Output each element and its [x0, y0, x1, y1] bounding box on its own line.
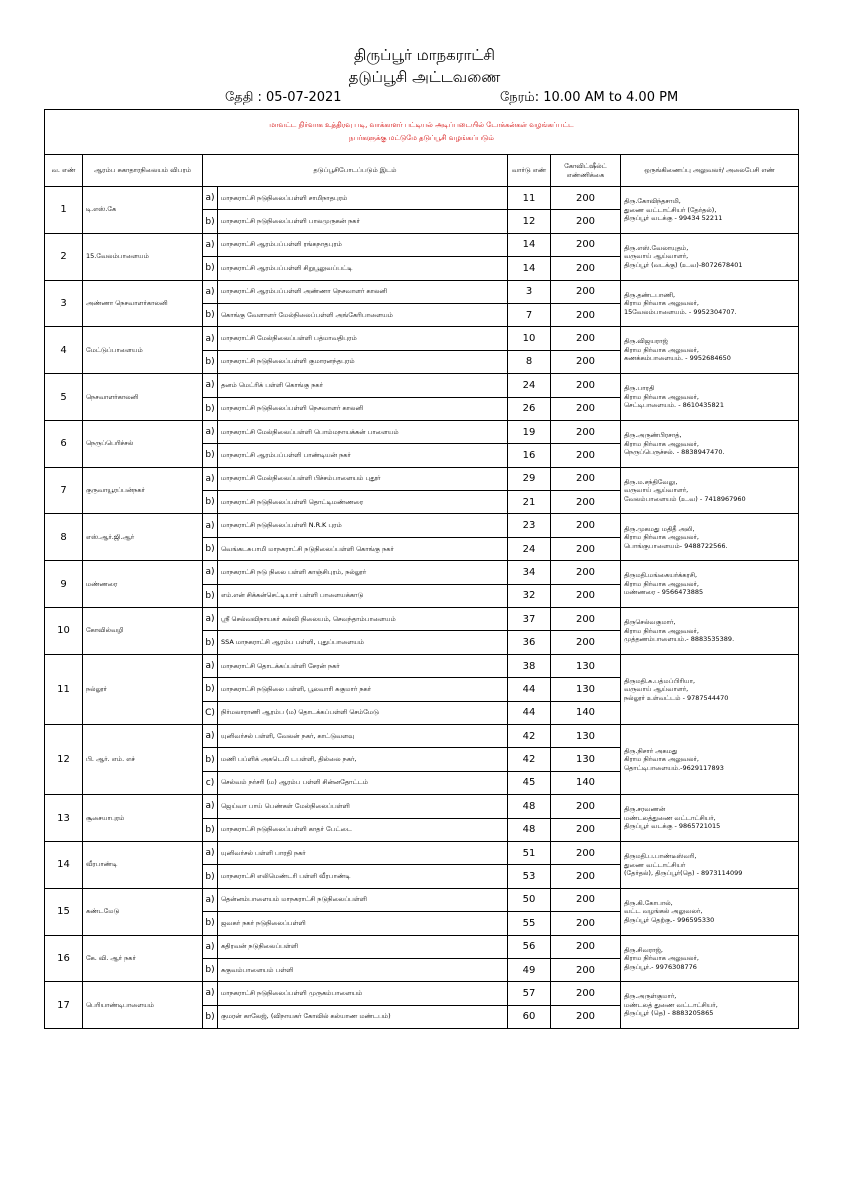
venue-code: a)	[203, 327, 218, 350]
health-centre-name: 15.வேலம்பாளையம்	[83, 233, 203, 280]
table-row	[45, 654, 799, 677]
coordinator-officer	[621, 561, 799, 608]
venue-code: b)	[203, 865, 218, 888]
officer-line: திருப்பூர் (வடக்கு) (உ.வ)-8072678401	[624, 260, 743, 269]
health-centre-name: நல்லூர்	[83, 654, 203, 724]
venue-code: a)	[203, 280, 218, 303]
health-centre-name: நெருப்பெரிச்சல்	[83, 420, 203, 467]
health-centre-name: டி.எஸ்.கே	[83, 187, 203, 234]
venue-code: a)	[203, 935, 218, 958]
serial-number: 4	[45, 327, 83, 374]
table-row	[45, 608, 799, 631]
venue-code: a)	[203, 467, 218, 490]
ward-number: 29	[508, 467, 551, 490]
officer-line: திரு.எஸ்.வேலாயுதம்,	[624, 243, 689, 252]
schedule-date: தேதி : 05-07-2021	[225, 90, 342, 105]
venue-code: c)	[203, 771, 218, 794]
ward-number: 10	[508, 327, 551, 350]
dose-count: 200	[551, 795, 621, 818]
officer-line: செட்டிபாளையம். - 8610435821	[624, 401, 724, 410]
venue-name: ஸ்ரீ செல்வவிநாயகர் கல்வி நிலையம், செவந்தாம்பாளையம்	[218, 608, 508, 631]
officer-line: கிராம நிர்வாக அலுவலர்,	[624, 345, 699, 354]
serial-number: 15	[45, 888, 83, 935]
health-centre-name: கோவில்வழி	[83, 608, 203, 655]
dose-count: 200	[551, 841, 621, 864]
dose-count: 200	[551, 303, 621, 326]
serial-number: 14	[45, 841, 83, 888]
officer-line: கிராம நிர்வாக அலுவலர்,	[624, 392, 699, 401]
ward-number: 48	[508, 795, 551, 818]
ward-number: 55	[508, 912, 551, 935]
ward-number: 26	[508, 397, 551, 420]
table-row	[45, 467, 799, 490]
table-row	[45, 280, 799, 303]
venue-name: மாநகராட்சி ஆரம்பப்பள்ளி பாண்டியன் நகர்	[218, 444, 508, 467]
ward-number: 44	[508, 678, 551, 701]
venue-code: b)	[203, 912, 218, 935]
table-row	[45, 795, 799, 818]
schedule-body	[45, 187, 799, 1029]
coordinator-officer	[621, 795, 799, 842]
officer-line: முத்தணம்பாளையம்.- 8883535389.	[624, 635, 735, 644]
table-row	[45, 187, 799, 210]
dose-count: 200	[551, 865, 621, 888]
dose-count: 130	[551, 724, 621, 747]
dose-count: 200	[551, 912, 621, 935]
venue-code: b)	[203, 350, 218, 373]
schedule-time: நேரம்: 10.00 AM to 4.00 PM	[500, 90, 679, 105]
venue-name: வெங்கடசுபாமி மாநகராட்சி நடுநிலைப்பள்ளி கொங்கு நகர்	[218, 537, 508, 560]
dose-count: 200	[551, 280, 621, 303]
health-centre-name: குருவாயூரப்பன்நகர்	[83, 467, 203, 514]
serial-number: 6	[45, 420, 83, 467]
venue-code: a)	[203, 514, 218, 537]
dose-count: 200	[551, 935, 621, 958]
venue-code: b)	[203, 631, 218, 654]
serial-number: 9	[45, 561, 83, 608]
dose-count: 200	[551, 350, 621, 373]
venue-name: மாநகராட்சி ஆரம்பப்பள்ளி ரங்கநாதபுரம்	[218, 233, 508, 256]
coordinator-officer	[621, 982, 799, 1029]
officer-line: (தேர்தல்), திருப்பூர்(தெ) - 8973114099	[624, 869, 743, 878]
officer-line: திரு.விஜயராஜ்	[624, 337, 668, 346]
table-row	[45, 724, 799, 747]
page-subtitle: தடுப்பூசி அட்டவணை	[348, 68, 501, 86]
col-header-doses: கோவிட்ஷீல்ட் எண்ணிக்கை	[551, 155, 621, 187]
coordinator-officer	[621, 608, 799, 655]
serial-number: 16	[45, 935, 83, 982]
dose-count: 130	[551, 654, 621, 677]
officer-line: திருப்பூர்.- 9976308776	[624, 962, 697, 971]
dose-count: 200	[551, 327, 621, 350]
venue-name: மாநகராட்சி ஆரம்பப்பள்ளி சிறுபூலுவப்பட்டி	[218, 257, 508, 280]
dose-count: 130	[551, 748, 621, 771]
ward-number: 44	[508, 701, 551, 724]
ward-number: 8	[508, 350, 551, 373]
table-row	[45, 982, 799, 1005]
venue-code: a)	[203, 561, 218, 584]
venue-name: மாநகராட்சி ஆரம்பப்பள்ளி அண்ணா நெசவாளர் காலனி	[218, 280, 508, 303]
officer-line: திரு.நிசார் அகமது	[624, 746, 678, 755]
serial-number: 5	[45, 374, 83, 421]
officer-line: பொங்குபாளையம்- 9488722566.	[624, 541, 728, 550]
coordinator-officer	[621, 724, 799, 794]
venue-code: b)	[203, 818, 218, 841]
officer-line: தொட்டிபாளையம்.-9629117893	[624, 763, 724, 772]
dose-count: 200	[551, 187, 621, 210]
officer-line: திருப்பூர் வடக்கு - 9865721015	[624, 822, 721, 831]
venue-name: தனம் மெட்ரிக் பள்ளி கொங்கு நகர்	[218, 374, 508, 397]
dose-count: 200	[551, 982, 621, 1005]
health-centre-name: எஸ்.ஆர்.ஜி.ஆர்	[83, 514, 203, 561]
health-centre-name: அண்ணா நெசவாளர்காலனி	[83, 280, 203, 327]
officer-line: திரு.சிவராஜ்,	[624, 945, 663, 954]
dose-count: 200	[551, 537, 621, 560]
venue-name: மாநகராட்சி நடு நிலை பள்ளி காஞ்சிபுரம், நல்லூர்	[218, 561, 508, 584]
venue-name: சுகுவம்பாளையம் பள்ளி	[218, 958, 508, 981]
venue-name: மாநகராட்சி நடுநிலைப்பள்ளி காதர் பேட்டை	[218, 818, 508, 841]
dose-count: 200	[551, 561, 621, 584]
dose-count: 140	[551, 771, 621, 794]
dose-count: 140	[551, 701, 621, 724]
dose-count: 200	[551, 374, 621, 397]
officer-line: மண்டலத்துணை வட்டாட்சியர்,	[624, 813, 716, 822]
dose-count: 200	[551, 257, 621, 280]
table-row	[45, 420, 799, 443]
ward-number: 3	[508, 280, 551, 303]
health-centre-name: மேட்டுப்பாளையம்	[83, 327, 203, 374]
notice-line-1: மாவட்ட நிர்வாக உத்திரவு படி, வாக்காளர் பட்டியல் அடிப்படையில் டோக்கன்கள் வழங்கப்பட்ட	[269, 121, 574, 129]
ward-number: 23	[508, 514, 551, 537]
dose-count: 200	[551, 584, 621, 607]
venue-name: யுனிவர்சல் பள்ளி பாரதி நகர்	[218, 841, 508, 864]
officer-line: துணை வட்டாட்சியர்	[624, 860, 686, 869]
dose-count: 200	[551, 608, 621, 631]
table-row	[45, 233, 799, 256]
col-header-phc: ஆரம்ப சுகாதாரநிலையம் விபரம்	[83, 155, 203, 187]
venue-code: b)	[203, 1005, 218, 1028]
table-row	[45, 514, 799, 537]
health-centre-name: சூசையாபுரம்	[83, 795, 203, 842]
venue-code: a)	[203, 888, 218, 911]
ward-number: 16	[508, 444, 551, 467]
coordinator-officer	[621, 233, 799, 280]
venue-code: a)	[203, 608, 218, 631]
officer-line: நல்லூர் உள்வட்டம் - 9787544470	[624, 693, 729, 702]
dose-count: 200	[551, 958, 621, 981]
serial-number: 13	[45, 795, 83, 842]
dose-count: 200	[551, 233, 621, 256]
dose-count: 200	[551, 210, 621, 233]
venue-code: a)	[203, 795, 218, 818]
table-row	[45, 935, 799, 958]
ward-number: 45	[508, 771, 551, 794]
venue-name: மாநகராட்சி நடுநிலைப்பள்ளி குமாரனந்தபுரம்	[218, 350, 508, 373]
venue-name: ஜவகர் நகர் நடுநிலைப்பள்ளி	[218, 912, 508, 935]
officer-line: கிராம நிர்வாக அலுவலர்,	[624, 755, 699, 764]
officer-line: திரு.அருள்குமார்,	[624, 992, 677, 1001]
venue-code: b)	[203, 958, 218, 981]
vaccination-schedule-table	[44, 109, 799, 1029]
officer-line: திரு.முகமது மதிதீ அலி,	[624, 524, 695, 533]
table-row	[45, 841, 799, 864]
table-row	[45, 327, 799, 350]
ward-number: 38	[508, 654, 551, 677]
venue-name: ஜெய்வா பாய் பெண்கள் மேல்நிலைப்பள்ளி	[218, 795, 508, 818]
venue-code: b)	[203, 748, 218, 771]
serial-number: 17	[45, 982, 83, 1029]
officer-line: திரு.பாரதி	[624, 384, 655, 393]
venue-name: மாநகராட்சி நடுநிலைப்பள்ளி நெசவாளர் காலனி	[218, 397, 508, 420]
dose-count: 200	[551, 397, 621, 420]
ward-number: 48	[508, 818, 551, 841]
venue-code: b)	[203, 584, 218, 607]
venue-code: b)	[203, 210, 218, 233]
dose-count: 200	[551, 467, 621, 490]
health-centre-name: கண்டமேடு	[83, 888, 203, 935]
ward-number: 12	[508, 210, 551, 233]
officer-line: கிராம நிர்வாக அலுவலர்,	[624, 626, 699, 635]
health-centre-name: மண்ணரை	[83, 561, 203, 608]
dose-count: 200	[551, 1005, 621, 1028]
officer-line: கிராம நிர்வாக அலுவலர்,	[624, 533, 699, 542]
ward-number: 19	[508, 420, 551, 443]
officer-line: திருசெல்வகுமார்,	[624, 618, 676, 627]
officer-line: வருவாய் ஆய்வாளர்,	[624, 685, 689, 694]
officer-line: 15வேலம்பாளையம். - 9952304707.	[624, 307, 737, 316]
officer-line: வேலம்பாளையம் (உ.வ) - 7418967960	[624, 494, 746, 503]
health-centre-name: பெரியாண்டிபாளையம்	[83, 982, 203, 1029]
serial-number: 11	[45, 654, 83, 724]
table-row	[45, 888, 799, 911]
venue-code: a)	[203, 233, 218, 256]
coordinator-officer	[621, 654, 799, 724]
venue-name: கொங்கு வேளாளர் மேல்நிலைப்பள்ளி அங்கேரிபாளையம்	[218, 303, 508, 326]
officer-line: திரு.ம.சந்திவேலு,	[624, 477, 678, 486]
officer-line: திருமதி.ப.பாண்டீஸ்வரி,	[624, 852, 697, 861]
officer-line: திருமதி.சு.பத்மப்பிரியா,	[624, 676, 696, 685]
venue-code: a)	[203, 724, 218, 747]
officer-line: வருவாய் ஆய்வாளர்,	[624, 486, 689, 495]
officer-line: கணக்கம்பாளையம். - 9952684650	[624, 354, 731, 363]
health-centre-name: வீரபாண்டி	[83, 841, 203, 888]
ward-number: 60	[508, 1005, 551, 1028]
venue-name: குமரன் காலேஜ், (விநாயகர் கோவில் கல்யாண மண்டபம்)	[218, 1005, 508, 1028]
venue-code: b)	[203, 397, 218, 420]
venue-code: a)	[203, 187, 218, 210]
venue-name: மாநகராட்சி நடுநிலை பள்ளி, பூலவாரி சுகுமார் நகர்	[218, 678, 508, 701]
officer-line: திரு.தண்டபாணி,	[624, 290, 676, 299]
venue-name: மாநகராட்சி தொடக்கப்பள்ளி சேரன் நகர்	[218, 654, 508, 677]
serial-number: 12	[45, 724, 83, 794]
ward-number: 7	[508, 303, 551, 326]
coordinator-officer	[621, 888, 799, 935]
venue-name: மாநகராட்சி நடுநிலைப்பள்ளி தொட்டிமண்ணரை	[218, 491, 508, 514]
col-header-sno: வ. எண்	[45, 155, 83, 187]
officer-line: திரு.அருண்பிரசாத்,	[624, 431, 682, 440]
ward-number: 34	[508, 561, 551, 584]
venue-name: மாநகராட்சி நடுநிலைப்பள்ளி முருகம்பாளையம்	[218, 982, 508, 1005]
venue-code: C)	[203, 701, 218, 724]
ward-number: 51	[508, 841, 551, 864]
venue-name: எம்.என் சிக்கன்செட்டியார் பள்ளி பாளையக்காடு	[218, 584, 508, 607]
officer-line: கிராம நிர்வாக அலுவலர்,	[624, 954, 699, 963]
coordinator-officer	[621, 327, 799, 374]
venue-code: b)	[203, 491, 218, 514]
notice-line-2: நபர்களுக்கு மட்டுமே தடுப்பூசி வழங்கப்படும்	[349, 134, 494, 142]
serial-number: 2	[45, 233, 83, 280]
dose-count: 200	[551, 444, 621, 467]
ward-number: 50	[508, 888, 551, 911]
serial-number: 1	[45, 187, 83, 234]
venue-name: மாநகராட்சி நடுநிலைப்பள்ளி N.R.K புரம்	[218, 514, 508, 537]
dose-count: 200	[551, 491, 621, 514]
ward-number: 14	[508, 233, 551, 256]
coordinator-officer	[621, 280, 799, 327]
venue-code: b)	[203, 303, 218, 326]
venue-code: a)	[203, 654, 218, 677]
venue-name: யுனிவர்சல் பள்ளி, வேலன் நகர், காட்டுவளவு	[218, 724, 508, 747]
officer-line: திருப்பூர் வடக்கு - 99434 52211	[624, 214, 723, 223]
officer-line: கிராம நிர்வாக அலுவலர்,	[624, 299, 699, 308]
venue-name: கதிரவன் நடுநிலைப்பள்ளி	[218, 935, 508, 958]
serial-number: 3	[45, 280, 83, 327]
dose-count: 130	[551, 678, 621, 701]
venue-name: மாநகராட்சி நடுநிலைப்பள்ளி சாமிநாதபுரம்	[218, 187, 508, 210]
venue-name: மாநகராட்சி மேல்நிலைப்பள்ளி பத்மாவதிபுரம்	[218, 327, 508, 350]
ward-number: 42	[508, 724, 551, 747]
ward-number: 56	[508, 935, 551, 958]
health-centre-name: கே. வி. ஆர் நகர்	[83, 935, 203, 982]
venue-name: மாநகராட்சி நடுநிலைப்பள்ளி பாலமுருகன் நகர்	[218, 210, 508, 233]
venue-name: நிர்மலாராணி ஆரம்ப (ம) தொடக்கப்பள்ளி செம்மேடு	[218, 701, 508, 724]
officer-line: திருப்பூர் தெற்கு.- 996595330	[624, 915, 715, 924]
ward-number: 11	[508, 187, 551, 210]
ward-number: 36	[508, 631, 551, 654]
officer-line: கிராம நிர்வாக அலுவலர்,	[624, 439, 699, 448]
health-centre-name: நெசவாளர்காலனி	[83, 374, 203, 421]
officer-line: திரு.சரவணன்	[624, 805, 666, 814]
officer-line: வட்ட வழங்கல் அலுவலர்,	[624, 907, 703, 916]
dose-count: 200	[551, 818, 621, 841]
venue-name: SSA மாநகராட்சி ஆரம்ப பள்ளி, புதுப்பாளையம்	[218, 631, 508, 654]
venue-name: மாநகராட்சி மேல்நிலைப்பள்ளி பிச்சம்பாளையம் புதூர்	[218, 467, 508, 490]
serial-number: 10	[45, 608, 83, 655]
dose-count: 200	[551, 420, 621, 443]
venue-code: b)	[203, 444, 218, 467]
venue-name: செல்வம் நர்சரி (ம) ஆரம்ப பள்ளி சின்னதோட்டம்	[218, 771, 508, 794]
serial-number: 8	[45, 514, 83, 561]
col-header-venue: தடுப்பூசிபோடப்படும் இடம்	[203, 155, 508, 187]
ward-number: 21	[508, 491, 551, 514]
ward-number: 57	[508, 982, 551, 1005]
coordinator-officer	[621, 420, 799, 467]
ward-number: 14	[508, 257, 551, 280]
officer-line: துணை வட்டாட்சியர் (தேர்தல்),	[624, 205, 717, 214]
ward-number: 37	[508, 608, 551, 631]
officer-line: திருமதி.மங்கையர்க்கரசி,	[624, 571, 698, 580]
coordinator-officer	[621, 841, 799, 888]
dose-count: 200	[551, 514, 621, 537]
ward-number: 42	[508, 748, 551, 771]
officer-line: வருவாய் ஆய்வாளர்,	[624, 252, 689, 261]
ward-number: 32	[508, 584, 551, 607]
dose-count: 200	[551, 888, 621, 911]
col-header-ward: வார்டு எண்	[508, 155, 551, 187]
officer-line: கிராம நிர்வாக அலுவலர்,	[624, 579, 699, 588]
coordinator-officer	[621, 187, 799, 234]
officer-line: நெருப்பெருச்சல். - 8838947470.	[624, 448, 725, 457]
ward-number: 53	[508, 865, 551, 888]
venue-name: தென்னம்பாளையம் மாநகராட்சி நடுநிலைப்பள்ளி	[218, 888, 508, 911]
officer-line: திருப்பூர் (தெ) - 8883205865	[624, 1009, 714, 1018]
venue-name: மணி பப்ளிக் அகடெமி டபள்ளி, தில்லை நகர்,	[218, 748, 508, 771]
table-row	[45, 374, 799, 397]
venue-code: b)	[203, 257, 218, 280]
coordinator-officer	[621, 467, 799, 514]
serial-number: 7	[45, 467, 83, 514]
venue-code: b)	[203, 537, 218, 560]
venue-code: a)	[203, 374, 218, 397]
venue-name: மாநகராட்சி மேல்நிலைப்பள்ளி பொம்மநாயக்கன் பாளையம்	[218, 420, 508, 443]
ward-number: 24	[508, 537, 551, 560]
page-title: திருப்பூர் மாநகராட்சி	[353, 46, 496, 64]
health-centre-name: பி. ஆர். எம். எச்	[83, 724, 203, 794]
coordinator-officer	[621, 514, 799, 561]
table-row	[45, 561, 799, 584]
venue-code: a)	[203, 841, 218, 864]
officer-line: மண்ணரை - 9566473885	[624, 588, 704, 597]
dose-count: 200	[551, 631, 621, 654]
coordinator-officer	[621, 374, 799, 421]
ward-number: 24	[508, 374, 551, 397]
coordinator-officer	[621, 935, 799, 982]
officer-line: திரு.கோவிந்தசாமி,	[624, 197, 681, 206]
col-header-officer: ஒருங்கிணைப்பு அலுவலர்/ அலைபேசி எண்	[621, 155, 799, 187]
ward-number: 49	[508, 958, 551, 981]
officer-line: மண்டலத் துணை வட்டாட்சியர்,	[624, 1000, 718, 1009]
officer-line: திரு.கி.கோபால்,	[624, 898, 673, 907]
venue-code: b)	[203, 678, 218, 701]
venue-name: மாநகராட்சி எலிமெண்டரி பள்ளி வீரபாண்டி	[218, 865, 508, 888]
notice-banner	[45, 110, 799, 155]
venue-code: a)	[203, 420, 218, 443]
venue-code: a)	[203, 982, 218, 1005]
